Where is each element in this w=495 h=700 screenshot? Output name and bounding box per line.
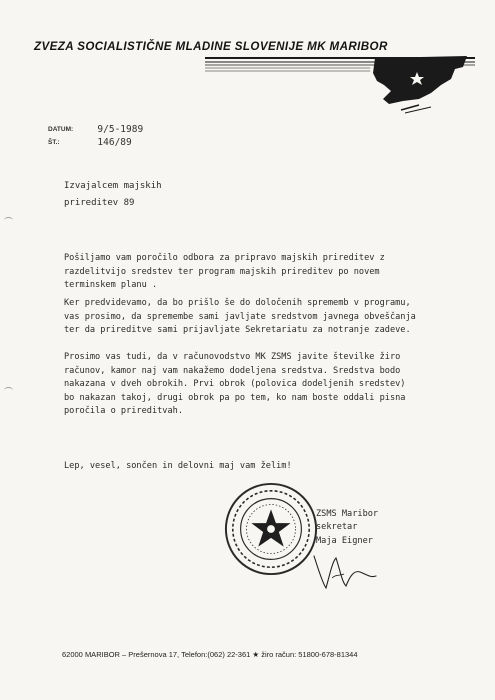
recipient-line-2: prireditev 89 [64,198,135,208]
text-line: nakazana v dveh obrokih. Prvi obrok (polovica dodeljenih sredstev) [64,379,406,389]
date-value: 9/5-1989 [97,124,144,135]
body-paragraph-2 [64,297,434,338]
date-label: DATUM: [48,126,74,133]
text-line: ter da prireditve sami prijavljate Sekretariatu za notranje zadeve. [64,325,411,335]
text-line: računov, kamor naj vam nakažemo dodeljena sredstva. Sredstva bodo [64,365,401,376]
body-paragraph-1 [64,252,434,293]
text-line: vas prosimo, da spremembe sami javljate sredstvom javnega obveščanja [64,311,416,322]
reference-number-value: 146/89 [97,137,132,148]
organization-logo [205,55,475,117]
handwritten-signature [296,548,436,590]
signature-name: Maja Eigner [316,536,373,546]
text-line: poročila o prireditvah. [64,406,183,416]
punch-hole-mark [4,217,13,224]
organization-header: ZVEZA SOCIALISTIČNE MLADINE SLOVENIJE MK MARIBOR [34,40,388,53]
footer-address: 62000 MARIBOR – Prešernova 17, Telefon:(062) 22-361 ★ žiro račun: 51800-678-81344 [62,650,358,659]
text-line: Pošiljamo vam poročilo odbora za pripravo majskih prireditev z [64,253,385,263]
date-field [48,124,143,135]
punch-hole-mark [4,387,13,394]
signature-title: sekretar [316,522,358,532]
text-line: bo nakazan takoj, drugi obrok pa po tem, ko nam boste oddali pisna [64,392,406,403]
reference-number-field [48,137,132,148]
text-line: Ker predvidevamo, da bo prišlo še do določenih sprememb v programu, [64,298,411,308]
text-line: razdelitvijo sredstev ter program majskih prireditev po novem [64,266,380,277]
text-line: terminskem planu . [64,280,158,290]
closing-line: Lep, vesel, sončen in delovni maj vam želim! [64,461,292,471]
body-paragraph-3 [64,351,434,419]
reference-number-label: ŠT.: [48,139,60,146]
signature-organization: ZSMS Maribor [316,509,379,519]
recipient-line-1: Izvajalcem majskih [64,181,162,191]
text-line: Prosimo vas tudi, da v računovodstvo MK ZSMS javite številke žiro [64,352,401,362]
